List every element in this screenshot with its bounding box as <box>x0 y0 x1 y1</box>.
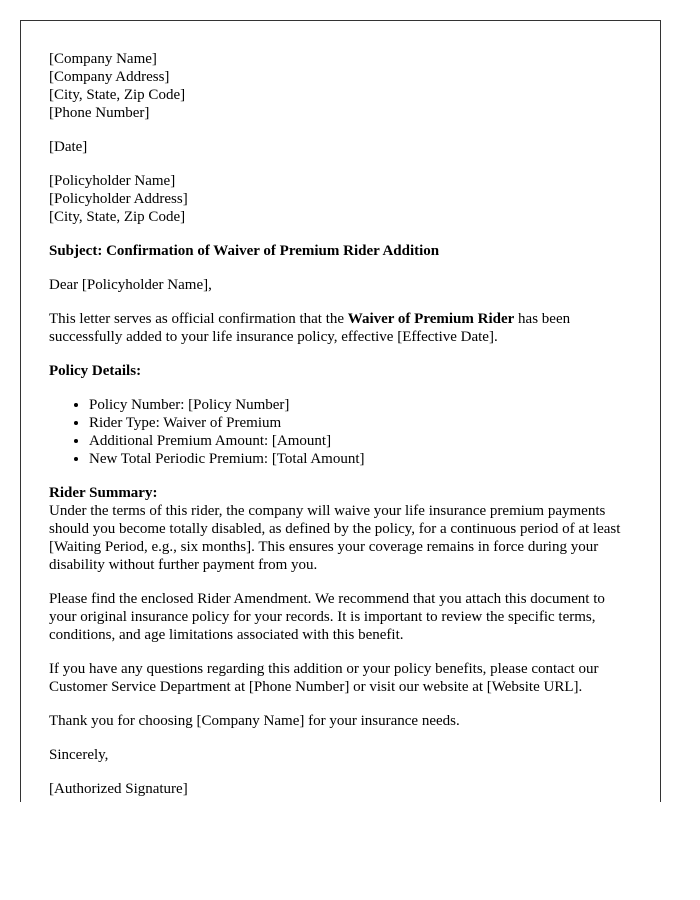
recipient-address: [Policyholder Name] [Policyholder Address] [City, State, Zip Code] <box>49 173 188 225</box>
body-paragraph: If you have any questions regarding this addition or your policy benefits, please contact our Customer Service Department at [Phone Number] or visit our website at [Website URL]. <box>49 661 599 695</box>
sender-address: [Company Name] [Company Address] [City, State, Zip Code] [Phone Number] <box>49 51 186 121</box>
policy-details-heading: Policy Details: <box>49 363 142 379</box>
list-item: • Additional Premium Amount: [Amount] <box>89 432 632 450</box>
subject-line: Subject: Confirmation of Waiver of Premium Rider Addition <box>49 243 440 259</box>
signature: [Authorized Signature] <box>49 781 188 797</box>
rider-summary: Rider Summary: Under the terms of this rider, the company will waive your life insurance premium payments should you become totally disabled, as defined by the policy, for a continuous period of at least [Waiting Period, e.g., six months]. This ensures your coverage remains in force during your disability without further payment from you. <box>49 485 621 573</box>
letter-date: [Date] <box>49 139 88 155</box>
list-item: • New Total Periodic Premium: [Total Amount] <box>89 450 632 468</box>
salutation: Dear [Policyholder Name], <box>49 277 212 293</box>
list-item: • Rider Type: Waiver of Premium <box>89 414 632 432</box>
list-item: • Policy Number: [Policy Number] <box>89 396 632 414</box>
intro-paragraph: This letter serves as official confirmation that the Waiver of Premium Rider has been successfully added to your life insurance policy, effective [Effective Date]. <box>49 311 571 345</box>
body-paragraph: Thank you for choosing [Company Name] for your insurance needs. <box>49 713 460 729</box>
body-paragraph: Please find the enclosed Rider Amendment. We recommend that you attach this document to your original insurance policy for your records. It is important to review the specific terms, conditions, and age limitations associated with this benefit. <box>49 591 605 643</box>
closing: Sincerely, <box>49 747 109 763</box>
letter-page <box>20 20 661 802</box>
policy-details-list <box>49 396 632 468</box>
